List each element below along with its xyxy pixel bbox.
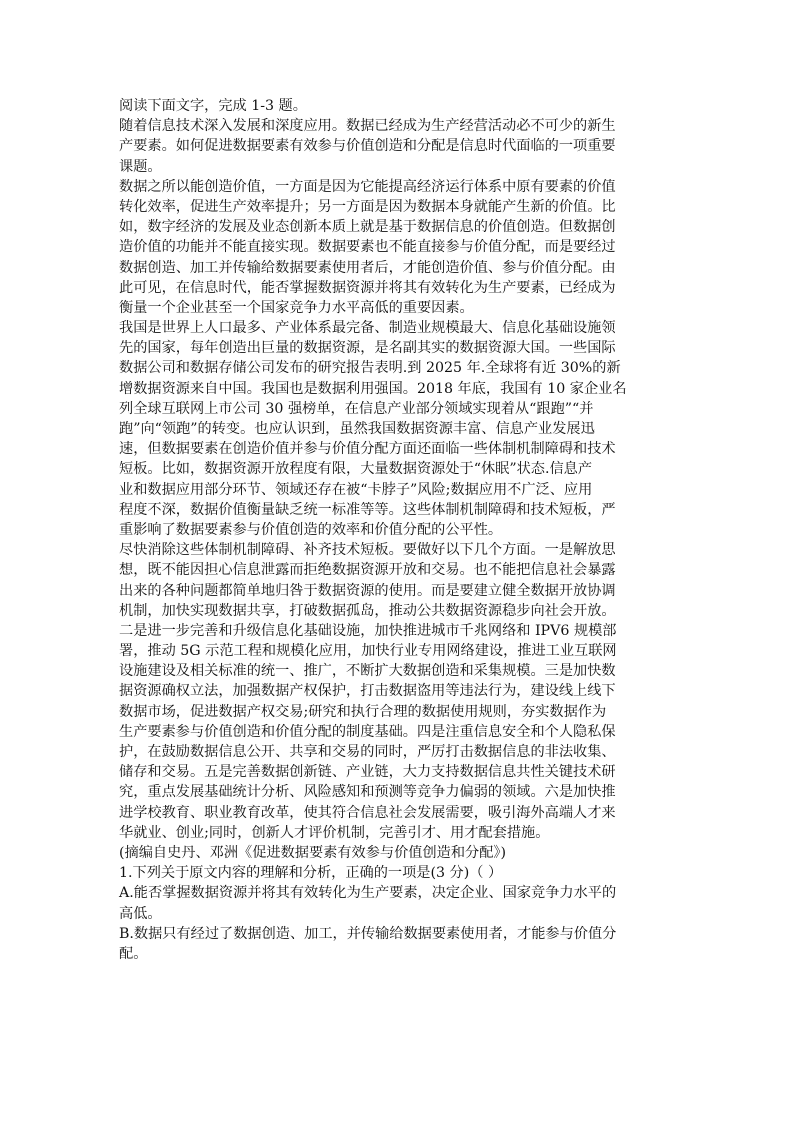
- text-line: 随着信息技术深入发展和深度应用。数据已经成为生产经营活动必不可少的新生: [119, 118, 616, 135]
- text-line: 1.下列关于原文内容的理解和分析，正确的一项是(3 分)（ ）: [119, 865, 503, 882]
- text-line: 二是进一步完善和升级信息化基础设施，加快推进城市千兆网络和 IPV6 规模部: [119, 622, 617, 639]
- text-line: 业和数据应用部分环节、领域还存在被“卡脖子”风险;数据应用不广泛、应用: [119, 481, 593, 498]
- text-line: 究，重点发展基础统计分析、风险感知和预测等竞争力偏弱的领域。六是加快推: [119, 784, 616, 801]
- text-line: 设施建设及相关标准的统一、推广，不断扩大数据创造和采集规模。三是加快数: [119, 663, 616, 680]
- document-page: [119, 96, 675, 964]
- text-line: 跑”向“领跑”的转变。也应认识到，虽然我国数据资源丰富、信息产业发展迅: [119, 421, 595, 437]
- text-line: 署，推动 5G 示范工程和规模化应用，加快行业专用网络建设，推进工业互联网: [119, 643, 617, 660]
- text-line: 进学校教育、职业教育改革，使其符合信息社会发展需要，吸引海外高端人才来: [119, 804, 616, 821]
- text-line: B.数据只有经过了数据创造、加工，并传输给数据要素使用者，才能参与价值分: [119, 925, 617, 942]
- text-line: 速，但数据要素在创造价值并参与价值分配方面还面临一些体制机制障碍和技术: [119, 441, 616, 458]
- text-line: 增数据资源来自中国。我国也是数据利用强国。2018 年底，我国有 10 家企业名: [119, 380, 627, 397]
- text-line: 数据市场，促进数据产权交易;研究和执行合理的数据使用规则，夯实数据作为: [119, 703, 607, 720]
- text-line: 我国是世界上人口最多、产业体系最完备、制造业规模最大、信息化基础设施领: [119, 320, 616, 337]
- text-line: 列全球互联网上市公司 30 强榜单，在信息产业部分领域实现着从“跟跑”“并: [119, 400, 594, 417]
- text-line: 转化效率，促进生产效率提升；另一方面是因为数据本身就能产生新的价值。比: [119, 198, 616, 215]
- text-line: 重影响了数据要素参与价值创造的效率和价值分配的公平性。: [119, 521, 503, 538]
- text-line: 短板。比如，数据资源开放程度有限，大量数据资源处于“休眠”状态.信息产: [119, 461, 593, 478]
- text-line: 此可见，在信息时代，能否掌握数据资源并将其有效转化为生产要素，已经成为: [119, 279, 616, 296]
- text-line: 数据之所以能创造价值，一方面是因为它能提高经济运行体系中原有要素的价值: [119, 178, 616, 195]
- text-line: 储存和交易。五是完善数据创新链、产业链，大力支持数据信息共性关键技术研: [119, 764, 616, 781]
- text-line: 如，数字经济的发展及业态创新本质上就是基于数据信息的价值创造。但数据创: [119, 219, 616, 236]
- text-line: 数据创造、加工并传输给数据要素使用者后，才能创造价值、参与价值分配。由: [119, 259, 616, 276]
- text-line: 护，在鼓励数据信息公开、共享和交易的同时，严厉打击数据信息的非法收集、: [119, 744, 616, 760]
- text-line: 程度不深，数据价值衡量缺乏统一标准等等。这些体制机制障碍和技术短板，严: [119, 501, 616, 518]
- text-line: 华就业、创业;同时，创新人才评价机制，完善引才、用才配套措施。: [119, 824, 550, 841]
- text-line: 造价值的功能并不能直接实现。数据要素也不能直接参与价值分配，而是要经过: [119, 239, 616, 256]
- text-line: 数据公司和数据存储公司发布的研究报告表明.到 2025 年.全球将有近 30%的新: [119, 360, 621, 377]
- text-line: (摘编自史丹、邓洲《促进数据要素有效参与价值创造和分配》): [119, 844, 507, 861]
- text-line: 想，既不能因担心信息泄露而拒绝数据资源开放和交易。也不能把信息社会暴露: [119, 562, 616, 579]
- text-line: 生产要素参与价值创造和价值分配的制度基础。四是注重信息安全和个人隐私保: [119, 723, 616, 740]
- text-line: 先的国家，每年创造出巨量的数据资源，是名副其实的数据资源大国。一些国际: [119, 340, 616, 357]
- text-line: 配。: [119, 945, 148, 962]
- text-line: 机制，加快实现数据共享，打破数据孤岛，推动公共数据资源稳步向社会开放。: [119, 602, 616, 619]
- text-line: 据资源确权立法，加强数据产权保护，打击数据盗用等违法行为，建设线上线下: [119, 683, 616, 700]
- text-line: 课题。: [119, 158, 162, 175]
- text-line: 高低。: [119, 905, 162, 922]
- text-line: A.能否掌握数据资源并将其有效转化为生产要素，决定企业、国家竞争力水平的: [119, 885, 617, 902]
- text-line: 尽快消除这些体制机制障碍、补齐技术短板。要做好以下几个方面。一是解放思: [119, 542, 616, 559]
- text-line: 产要素。如何促进数据要素有效参与价值创造和分配是信息时代面临的一项重要: [119, 138, 616, 155]
- text-line: 出来的各种问题都简单地归咎于数据资源的使用。而是要建立健全数据开放协调: [119, 582, 616, 599]
- text-line: 阅读下面文字，完成 1-3 题。: [119, 98, 307, 114]
- text-line: 衡量一个企业甚至一个国家竞争力水平高低的重要因素。: [119, 299, 474, 316]
